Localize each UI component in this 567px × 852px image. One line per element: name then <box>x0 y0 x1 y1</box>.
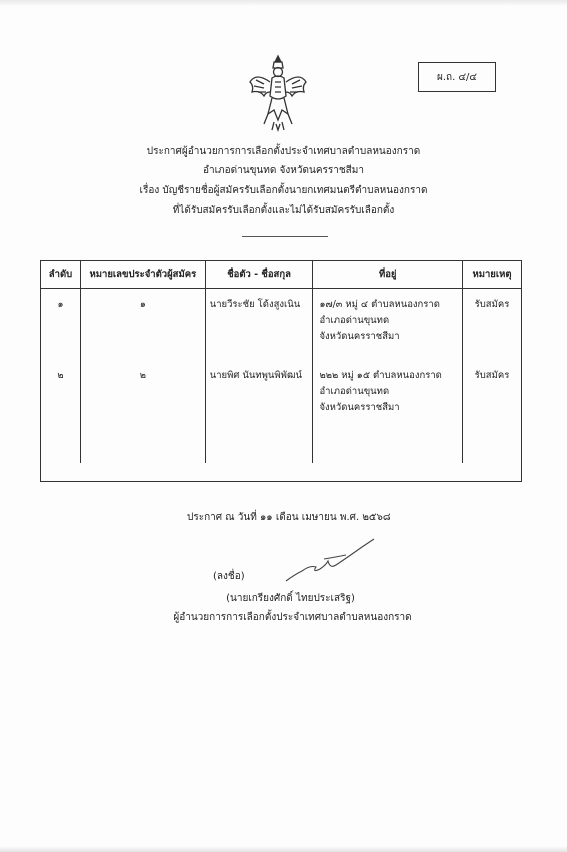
table-header-row <box>41 261 522 289</box>
col-header-name: ชื่อตัว - ชื่อสกุล <box>205 261 313 289</box>
address-column <box>313 289 463 464</box>
signatory-name: (นายเกรียงศักดิ์ ไทยประเสริฐ) <box>226 593 355 604</box>
table-footer-row <box>41 463 522 482</box>
candidate-table <box>40 260 522 482</box>
page-bottom-edge <box>0 846 567 852</box>
remark-cell: รับสมัคร <box>474 370 510 381</box>
name-column <box>205 289 313 464</box>
order-cell: ๒ <box>57 370 64 381</box>
form-code-box: ผ.ถ. ๔/๔ <box>418 62 496 92</box>
address-line: อำเภอด่านขุนทด <box>319 386 390 397</box>
col-header-candidate-number: หมายเลขประจำตัวผู้สมัคร <box>80 261 205 289</box>
address-line: จังหวัดนครราชสีมา <box>319 402 400 413</box>
order-cell: ๑ <box>57 299 64 310</box>
table-body-row <box>41 289 522 464</box>
col-header-order: ลำดับ <box>41 261 81 289</box>
address-cell <box>313 297 462 345</box>
garuda-emblem-icon <box>246 52 310 132</box>
page-top-edge <box>0 0 567 6</box>
candidate-number-cell: ๑ <box>139 299 146 310</box>
table-footer-cell <box>41 463 522 482</box>
col-header-address: ที่อยู่ <box>313 261 463 289</box>
address-cell <box>313 368 462 416</box>
number-column <box>80 289 205 464</box>
heading-line-3: เรื่อง บัญชีรายชื่อผู้สมัครรับเลือกตั้งนายกเทศมนตรีตำบลหนองกราด <box>139 185 428 196</box>
address-line: อำเภอด่านขุนทด <box>319 315 390 326</box>
heading-divider <box>242 236 328 237</box>
address-line: ๒๒๒ หมู่ ๑๕ ตำบลหนองกราด <box>319 370 442 381</box>
remark-column <box>463 289 522 464</box>
candidate-name-cell: นายพิศ นันทพูนพิพัฒน์ <box>209 370 303 381</box>
heading-line-2: อำเภอด่านขุนทด จังหวัดนครราชสีมา <box>203 165 364 176</box>
address-line: ๑๗/๓ หมู่ ๔ ตำบลหนองกราด <box>319 299 440 310</box>
candidate-name-cell: นายวีระชัย โด้งสูงเนิน <box>209 299 301 310</box>
signature-label: (ลงชื่อ) <box>213 571 245 582</box>
announcement-date: ประกาศ ณ วันที่ ๑๑ เดือน เมษายน พ.ศ. ๒๕๖๘ <box>187 512 391 523</box>
candidate-number-cell: ๒ <box>139 370 146 381</box>
signatory-title: ผู้อำนวยการการเลือกตั้งประจำเทศบาลตำบลหนองกราด <box>173 612 412 623</box>
address-line: จังหวัดนครราชสีมา <box>319 331 400 342</box>
order-column <box>41 289 81 464</box>
handwritten-signature <box>276 535 384 587</box>
heading-line-4: ที่ได้รับสมัครรับเลือกตั้งและไม่ได้รับสมัครรับเลือกตั้ง <box>172 205 395 216</box>
remark-cell: รับสมัคร <box>474 299 510 310</box>
col-header-remark: หมายเหตุ <box>463 261 522 289</box>
heading-line-1: ประกาศผู้อำนวยการการเลือกตั้งประจำเทศบาลตำบลหนองกราด <box>146 146 421 157</box>
